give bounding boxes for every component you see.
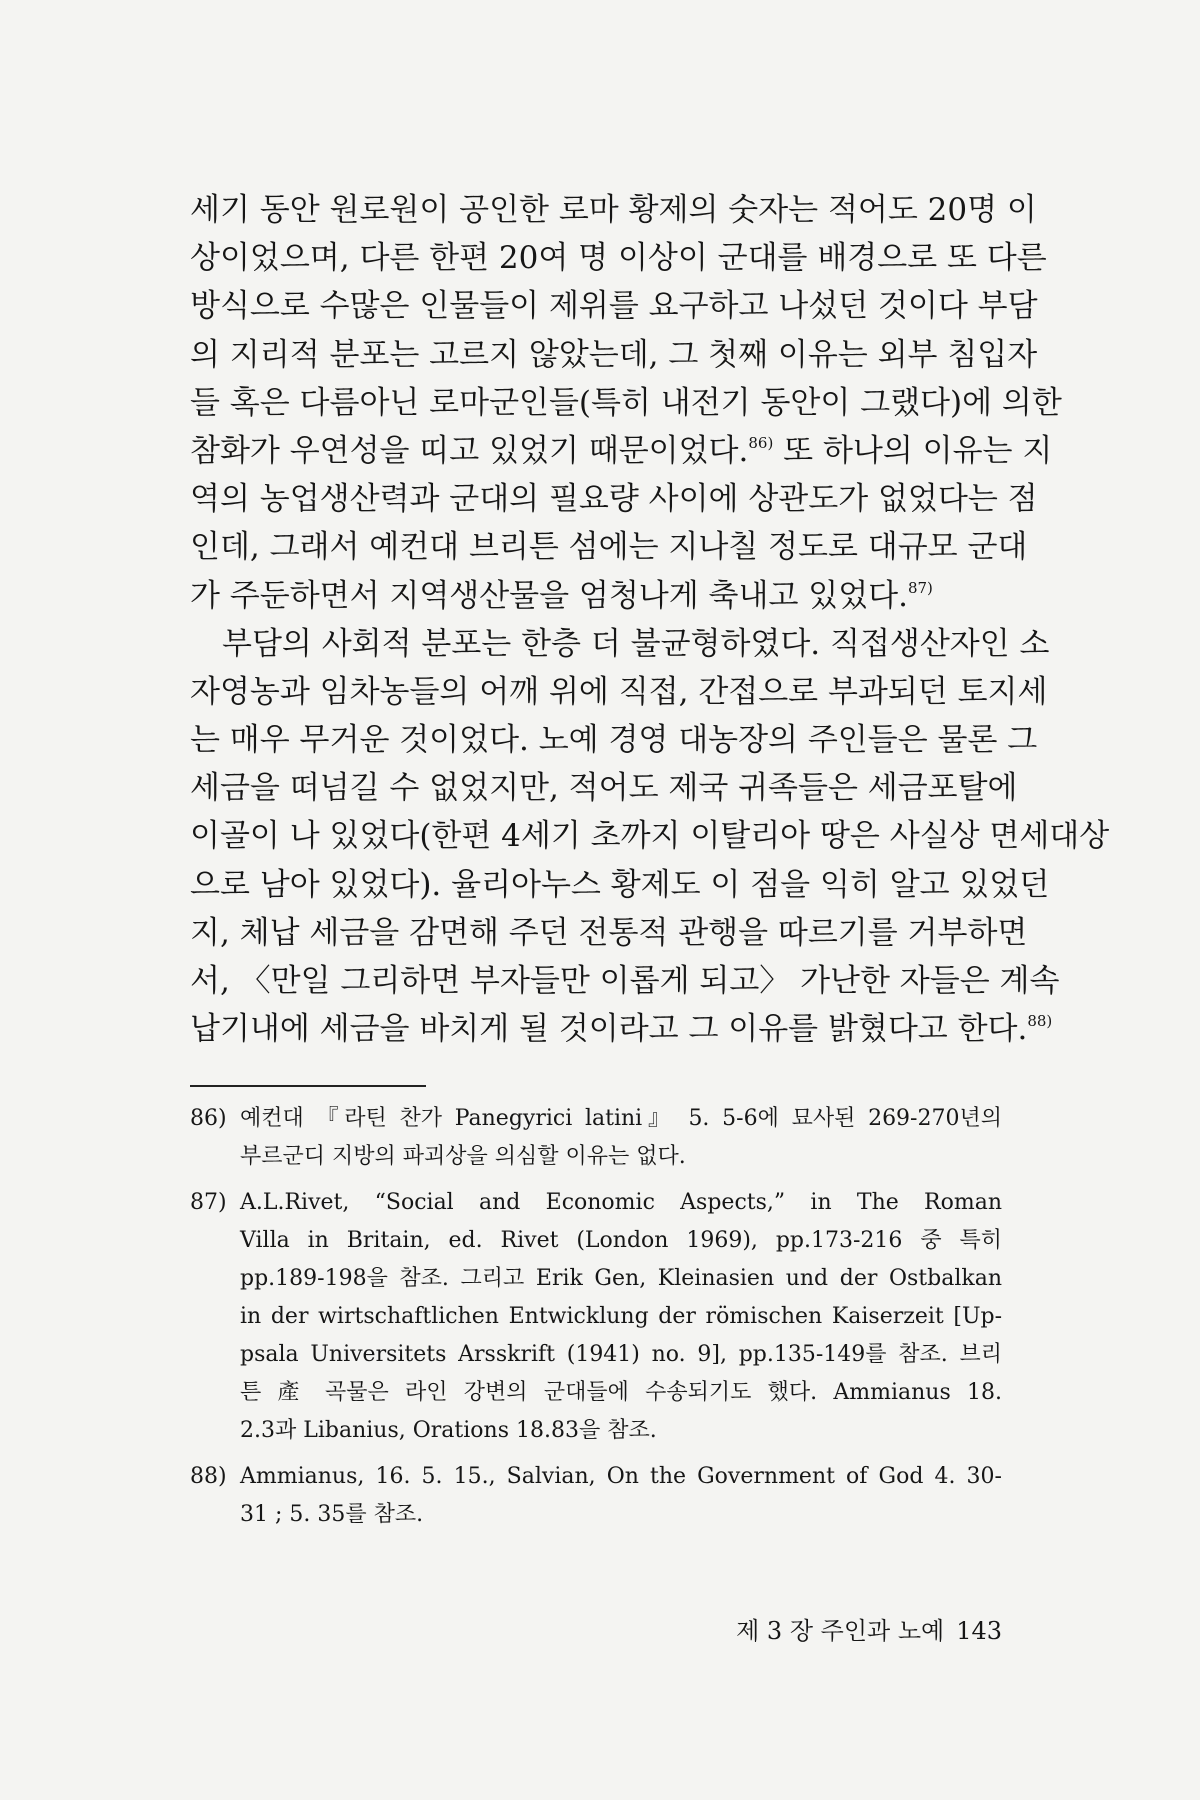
body-line: 의 지리적 분포는 고르지 않았는데, 그 첫째 이유는 외부 침입자 — [190, 336, 1038, 373]
body-line-segment: 납기내에 세금을 바치게 될 것이라고 그 이유를 밝혔다고 한다. — [190, 1011, 1028, 1048]
body-line: 서, 〈만일 그리하면 부자들만 이롭게 되고〉 가난한 자들은 계속 — [190, 963, 1060, 999]
footnotes — [190, 1100, 1002, 1542]
body-line: 으로 남아 있었다). 율리아누스 황제도 이 점을 익히 알고 있었던 — [190, 866, 1050, 903]
footnote-line: 31 ; 5. 35를 참조. — [240, 1502, 424, 1527]
footnote-line: psala Universitets Arsskrift (1941) no. 9], pp.135-149를 참조. 브리 — [240, 1342, 1002, 1367]
footnote-88 — [190, 1458, 1002, 1534]
footnote-line: 예컨대 『라틴 찬가 Panegyrici latini』 5. 5-6에 묘사된 269-270년의 — [240, 1106, 1002, 1131]
footnote-number: 87) — [190, 1190, 227, 1215]
chapter-title: 제 3 장 주인과 노예 — [736, 1617, 945, 1645]
running-footer — [682, 1614, 1002, 1648]
body-line: 지, 체납 세금을 감면해 주던 전통적 관행을 따르기를 거부하면 — [190, 914, 1028, 951]
body-line: 자영농과 임차농들의 어깨 위에 직접, 간접으로 부과되던 토지세 — [190, 673, 1048, 710]
footnote-line: Ammianus, 16. 5. 15., Salvian, On the Government of God 4. 30- — [240, 1464, 1002, 1489]
body-line: 이골이 나 있었다(한편 4세기 초까지 이탈리아 땅은 사실상 면세대상 — [190, 818, 1110, 855]
body-line: 세기 동안 원로원이 공인한 로마 황제의 숫자는 적어도 20명 이 — [190, 192, 1037, 228]
footnote-number: 86) — [190, 1106, 227, 1131]
footnote-line: Villa in Britain, ed. Rivet (London 1969), pp.173-216 중 특히 — [240, 1228, 1002, 1253]
footnote-line: 튼 產 곡물은 라인 강변의 군대들에 수송되기도 했다. Ammianus 18. — [240, 1380, 1002, 1405]
body-line: 방식으로 수많은 인물들이 제위를 요구하고 나섰던 것이다 부담 — [190, 288, 1038, 325]
footnote-line: 2.3과 Libanius, Orations 18.83을 참조. — [240, 1418, 657, 1443]
footnote-divider — [190, 1085, 426, 1087]
footnote-line: A.L.Rivet, “Social and Economic Aspects,” in The Roman — [240, 1190, 1002, 1215]
footnote-line: 부르군디 지방의 파괴상을 의심할 이유는 없다. — [240, 1144, 686, 1169]
body-line-segment: 참화가 우연성을 띠고 있었기 때문이었다. — [190, 432, 749, 469]
body-line-segment: 또 하나의 이유는 지 — [783, 432, 1053, 469]
footnote-ref-88[interactable]: 88) — [1027, 1012, 1053, 1031]
footnote-87 — [190, 1184, 1002, 1450]
footnote-number: 88) — [190, 1464, 227, 1489]
body-line: 세금을 떠넘길 수 없었지만, 적어도 제국 귀족들은 세금포탈에 — [190, 770, 1018, 807]
footnote-line: pp.189-198을 참조. 그리고 Erik Gen, Kleinasien und der Ostbalkan — [240, 1266, 1002, 1291]
body-line-segment: 가 주둔하면서 지역생산물을 엄청나게 축내고 있었다. — [190, 577, 908, 614]
body-line — [190, 427, 1053, 475]
body-line: 들 혹은 다름아닌 로마군인들(특히 내전기 동안이 그랬다)에 의한 — [190, 384, 1062, 421]
body-text — [190, 186, 1110, 1053]
body-line: 부담의 사회적 분포는 한층 더 불균형하였다. 직접생산자인 소 — [222, 625, 1050, 662]
body-line — [190, 1005, 1053, 1053]
body-line: 는 매우 무거운 것이었다. 노예 경영 대농장의 주인들은 물론 그 — [190, 722, 1038, 759]
body-line: 인데, 그래서 예컨대 브리튼 섬에는 지나칠 정도로 대규모 군대 — [190, 529, 1028, 566]
body-line: 상이었으며, 다른 한편 20여 명 이상이 군대를 배경으로 또 다른 — [190, 240, 1047, 277]
body-line — [190, 572, 1002, 620]
footnote-86 — [190, 1100, 1002, 1176]
footnote-ref-87[interactable]: 87) — [907, 578, 933, 597]
body-line: 역의 농업생산력과 군대의 필요량 사이에 상관도가 없었다는 점 — [190, 481, 1038, 518]
footnote-ref-86[interactable]: 86) — [748, 433, 774, 452]
footnote-line: in der wirtschaftlichen Entwicklung der römischen Kaiserzeit [Up- — [240, 1304, 1002, 1329]
page-number: 143 — [956, 1617, 1002, 1645]
